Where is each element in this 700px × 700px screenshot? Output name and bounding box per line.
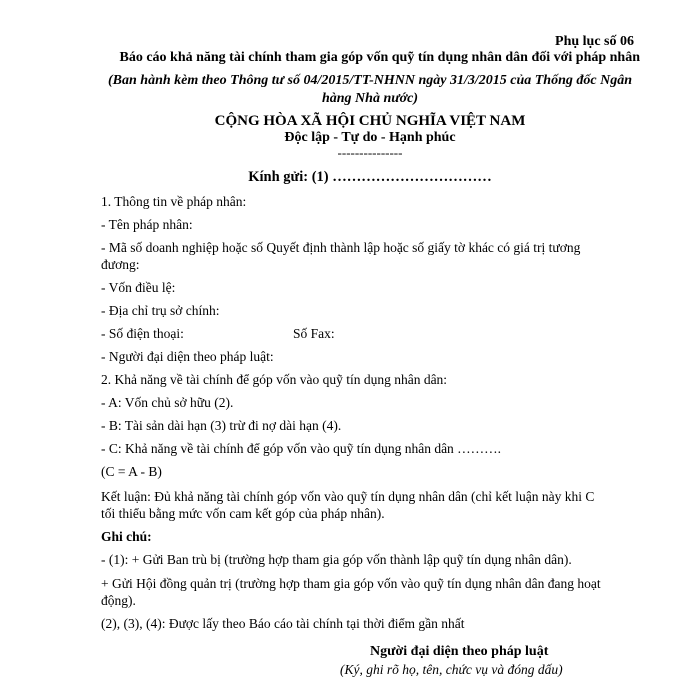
fax-field: Số Fax:: [293, 326, 335, 341]
note-1: - (1): + Gửi Ban trù bị (trường hợp tham gia góp vốn thành lập quỹ tín dụng nhân dân).: [101, 552, 572, 567]
head-office-field: - Địa chỉ trụ sở chính:: [101, 303, 220, 318]
item-b: - B: Tài sản dài hạn (3) trừ đi nợ dài hạn (4).: [101, 418, 342, 433]
note-3: (2), (3), (4): Được lấy theo Báo cáo tài chính tại thời điểm gần nhất: [101, 616, 465, 631]
recipient-line: Kính gửi: (1) ……………………………: [248, 169, 492, 185]
issuance-note-line-1: (Ban hành kèm theo Thông tư số 04/2015/TT-NHNN ngày 31/3/2015 của Thống đốc Ngân: [108, 73, 632, 88]
issuance-note: [100, 72, 640, 108]
note-2-line-2: động).: [101, 593, 136, 608]
entity-name-field: - Tên pháp nhân:: [101, 217, 193, 232]
section-2-heading: 2. Khả năng về tài chính để góp vốn vào quỹ tín dụng nhân dân:: [101, 372, 448, 387]
item-c: - C: Khả năng về tài chính để góp vốn vào quỹ tín dụng nhân dân ……….: [101, 441, 502, 456]
registration-number-line-2: đương:: [101, 257, 140, 272]
conclusion-line-2: tối thiểu bằng mức vốn cam kết góp của pháp nhân).: [101, 506, 385, 521]
registration-number-line-1: - Mã số doanh nghiệp hoặc số Quyết định thành lập hoặc số giấy tờ khác có giá trị tương: [101, 240, 581, 255]
charter-capital-field: - Vốn điều lệ:: [101, 280, 176, 295]
appendix-label: Phụ lục số 06: [555, 34, 634, 49]
conclusion-line-1: Kết luận: Đủ khả năng tài chính góp vốn vào quỹ tín dụng nhân dân (chỉ kết luận này khi C: [101, 489, 595, 504]
issuance-note-line-2: hàng Nhà nước): [321, 91, 419, 106]
national-title: CỘNG HÒA XÃ HỘI CHỦ NGHĨA VIỆT NAM: [214, 113, 526, 129]
phone-fax-row: [101, 325, 641, 342]
phone-field: - Số điện thoại:: [101, 326, 184, 341]
item-a: - A: Vốn chủ sở hữu (2).: [101, 395, 234, 410]
national-motto: Độc lập - Tự do - Hạnh phúc: [284, 130, 456, 145]
formula: (C = A - B): [101, 464, 162, 479]
legal-representative-field: - Người đại diện theo pháp luật:: [101, 349, 274, 364]
header-divider: ---------------: [337, 145, 403, 160]
document-title: Báo cáo khả năng tài chính tham gia góp vốn quỹ tín dụng nhân dân đối với pháp nhân: [119, 50, 640, 65]
notes-heading: Ghi chú:: [101, 529, 152, 544]
signature-note: (Ký, ghi rõ họ, tên, chức vụ và đóng dấu): [340, 662, 563, 677]
section-1-heading: 1. Thông tin về pháp nhân:: [101, 194, 247, 209]
signature-title: Người đại diện theo pháp luật: [370, 644, 549, 659]
note-2-line-1: + Gửi Hội đồng quản trị (trường hợp tham gia góp vốn vào quỹ tín dụng nhân dân đang hoạt: [101, 576, 601, 591]
